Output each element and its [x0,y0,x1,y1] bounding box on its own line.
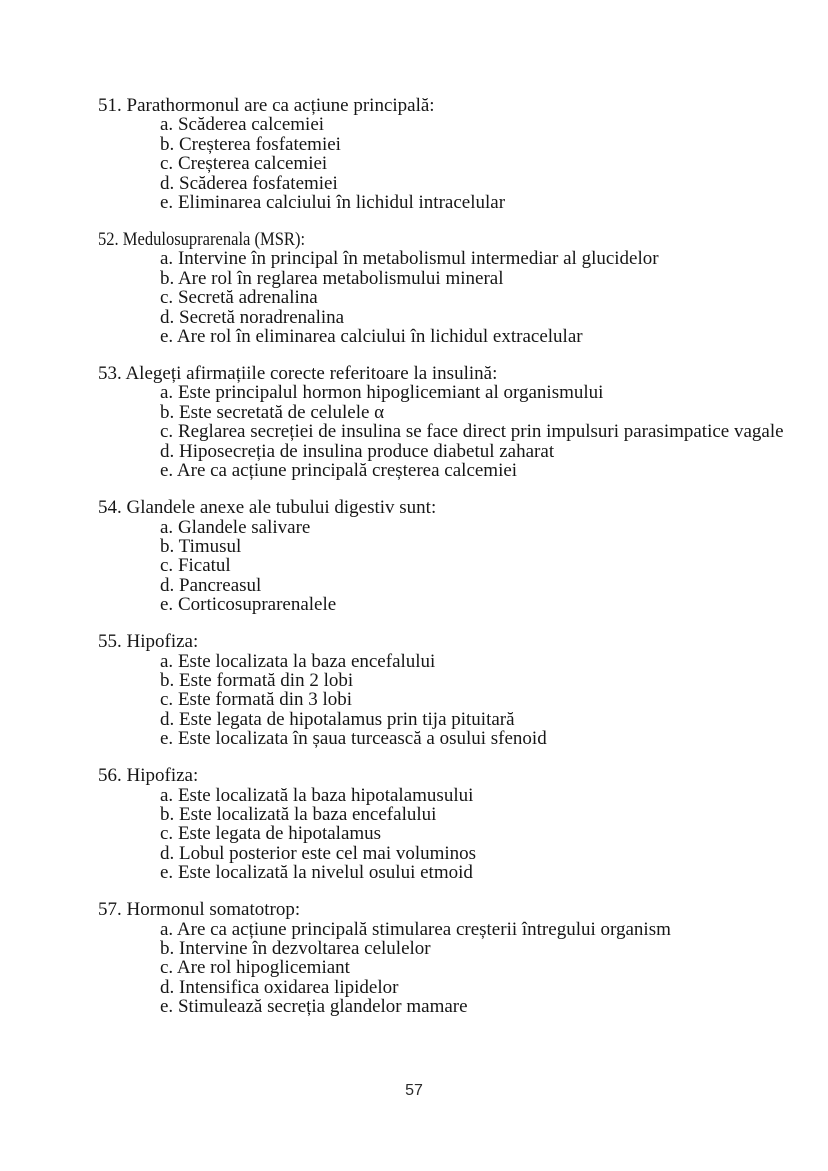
option-item [160,710,768,729]
options-list [160,115,768,212]
question-header [98,230,305,249]
option-item [160,249,768,268]
options-list [160,382,784,482]
option-letter: e. [160,326,174,348]
option-text: Are rol în eliminarea calciului în lichidul extracelular [176,326,583,348]
option-item [160,805,768,824]
option-text: Este localizata la baza encefalului [177,650,436,672]
option-item [160,939,768,958]
option-text: Eliminarea calciului în lichidul intracelular [177,192,506,214]
option-letter: d. [160,306,175,328]
options-list [160,249,768,346]
options-list [160,652,768,749]
option-letter: c. [160,153,174,175]
option-item [160,461,768,480]
option-letter: b. [160,803,175,825]
option-letter: d. [160,708,175,730]
option-item [160,844,768,863]
question-54 [98,498,768,614]
option-text: Timusul [178,535,242,557]
options-list [160,786,768,883]
question-header [98,900,768,919]
question-number: 53. [98,363,122,385]
question-text: Hipofiza: [126,765,199,787]
option-letter: b. [160,401,175,423]
option-item [160,383,768,402]
question-number: 52. [98,229,119,251]
option-text: Este formată din 3 lobi [177,689,353,711]
option-text: Este formată din 2 lobi [179,669,354,691]
question-number: 54. [98,497,122,519]
option-letter: a. [160,650,174,672]
question-53 [98,363,784,482]
option-text: Este legata de hipotalamus [177,823,382,845]
question-text: Alegeți afirmațiile corecte referitoare la insulină: [125,363,498,385]
option-item [160,193,768,212]
option-letter: e. [160,862,174,884]
option-text: Este principalul hormon hipoglicemiant al organismului [177,382,604,404]
option-letter: c. [160,957,174,979]
option-text: Are rol în reglarea metabolismului mineral [177,267,504,289]
option-text: Scăderea calcemiei [177,114,325,136]
option-letter: e. [160,192,174,214]
option-text: Ficatul [177,555,231,577]
question-header [98,766,768,785]
question-text: Medulosuprarenala (MSR): [122,229,306,251]
question-57 [98,900,768,1016]
option-letter: c. [160,555,174,577]
option-item [160,537,768,556]
option-text: Intervine în dezvoltarea celulelor [179,938,431,959]
document-page [98,95,784,1034]
question-55 [98,632,768,748]
option-letter: d. [160,976,175,998]
option-item [160,978,768,997]
option-item [160,518,768,537]
option-text: Este secretată de celulele α [179,401,385,423]
option-text: Are ca acțiune principală stimularea creșterii întregului organism [176,918,671,940]
question-number: 51. [98,95,122,116]
option-item [160,729,768,748]
question-number: 55. [98,631,122,653]
option-item [160,174,768,193]
question-text: Glandele anexe ale tubului digestiv sunt: [126,497,437,519]
option-item [160,421,784,443]
option-text: Reglarea secreției de insulina se face direct prin impulsuri parasimpatice vagale [177,421,784,443]
option-item [160,308,768,327]
option-item [160,154,768,173]
option-text: Pancreasul [179,574,262,596]
option-item [160,652,768,671]
question-51 [98,96,768,212]
option-text: Este localizata în șaua turcească a osului sfenoid [177,728,547,750]
option-text: Stimulează secreția glandelor mamare [177,996,468,1018]
option-text: Este localizată la baza encefalului [179,803,437,825]
option-letter: c. [160,421,174,443]
option-letter: e. [160,728,174,750]
option-text: Secretă noradrenalina [179,306,345,328]
option-item [160,671,768,690]
option-letter: a. [160,382,174,404]
option-letter: b. [160,938,175,959]
option-letter: a. [160,248,174,270]
options-list [160,518,768,615]
option-text: Este legata de hipotalamus prin tija pituitară [179,708,515,730]
question-text: Hormonul somatotrop: [126,899,301,921]
option-letter: b. [160,267,175,289]
page-footer [0,1082,828,1100]
option-text: Creșterea fosfatemiei [179,133,341,155]
option-text: Corticosuprarenalele [177,594,337,616]
option-item [160,863,768,882]
option-text: Este localizată la baza hipotalamusului [177,784,474,806]
option-item [160,135,768,154]
option-item [160,958,768,977]
option-letter: c. [160,287,174,309]
option-letter: a. [160,918,174,940]
option-letter: d. [160,842,175,864]
question-text: Parathormonul are ca acțiune principală: [126,95,435,116]
question-header [98,498,768,517]
option-item [160,269,768,288]
option-item [160,824,768,843]
option-item [160,997,768,1016]
option-item [160,403,768,422]
question-text: Hipofiza: [126,631,199,653]
option-letter: d. [160,172,175,194]
option-letter: a. [160,114,174,136]
option-letter: a. [160,784,174,806]
question-header [98,96,768,115]
option-text: Scăderea fosfatemiei [179,172,338,194]
option-item [160,327,768,346]
option-letter: d. [160,574,175,596]
question-56 [98,766,768,882]
option-text: Are rol hipoglicemiant [176,957,350,979]
question-header [98,632,768,651]
option-letter: c. [160,689,174,711]
option-letter: b. [160,669,175,691]
option-letter: b. [160,535,175,557]
option-letter: e. [160,594,174,616]
option-item [160,786,768,805]
options-list [160,920,768,1017]
option-text: Intervine în principal în metabolismul intermediar al glucidelor [177,248,659,270]
question-number: 56. [98,765,122,787]
question-52 [98,230,768,346]
option-letter: c. [160,823,174,845]
option-item [160,556,768,575]
option-letter: b. [160,133,175,155]
option-item [160,595,768,614]
option-text: Glandele salivare [177,516,311,538]
option-letter: e. [160,460,174,482]
option-text: Creșterea calcemiei [177,153,328,175]
option-letter: a. [160,516,174,538]
option-text: Intensifica oxidarea lipidelor [179,976,399,998]
option-item [160,690,768,709]
question-header [98,364,768,383]
option-text: Secretă adrenalina [177,287,318,309]
option-item [160,576,768,595]
option-item [160,920,768,939]
option-item [160,442,768,461]
page-number: 57 [405,1082,423,1099]
question-number: 57. [98,899,122,921]
option-text: Lobul posterior este cel mai voluminos [179,842,477,864]
option-text: Are ca acțiune principală creșterea calcemiei [176,460,518,482]
option-letter: e. [160,996,174,1018]
option-letter: d. [160,440,175,462]
option-item [160,115,768,134]
option-text: Este localizată la nivelul osului etmoid [177,862,473,884]
option-text: Hiposecreția de insulina produce diabetul zaharat [179,440,555,462]
option-item [160,288,768,307]
